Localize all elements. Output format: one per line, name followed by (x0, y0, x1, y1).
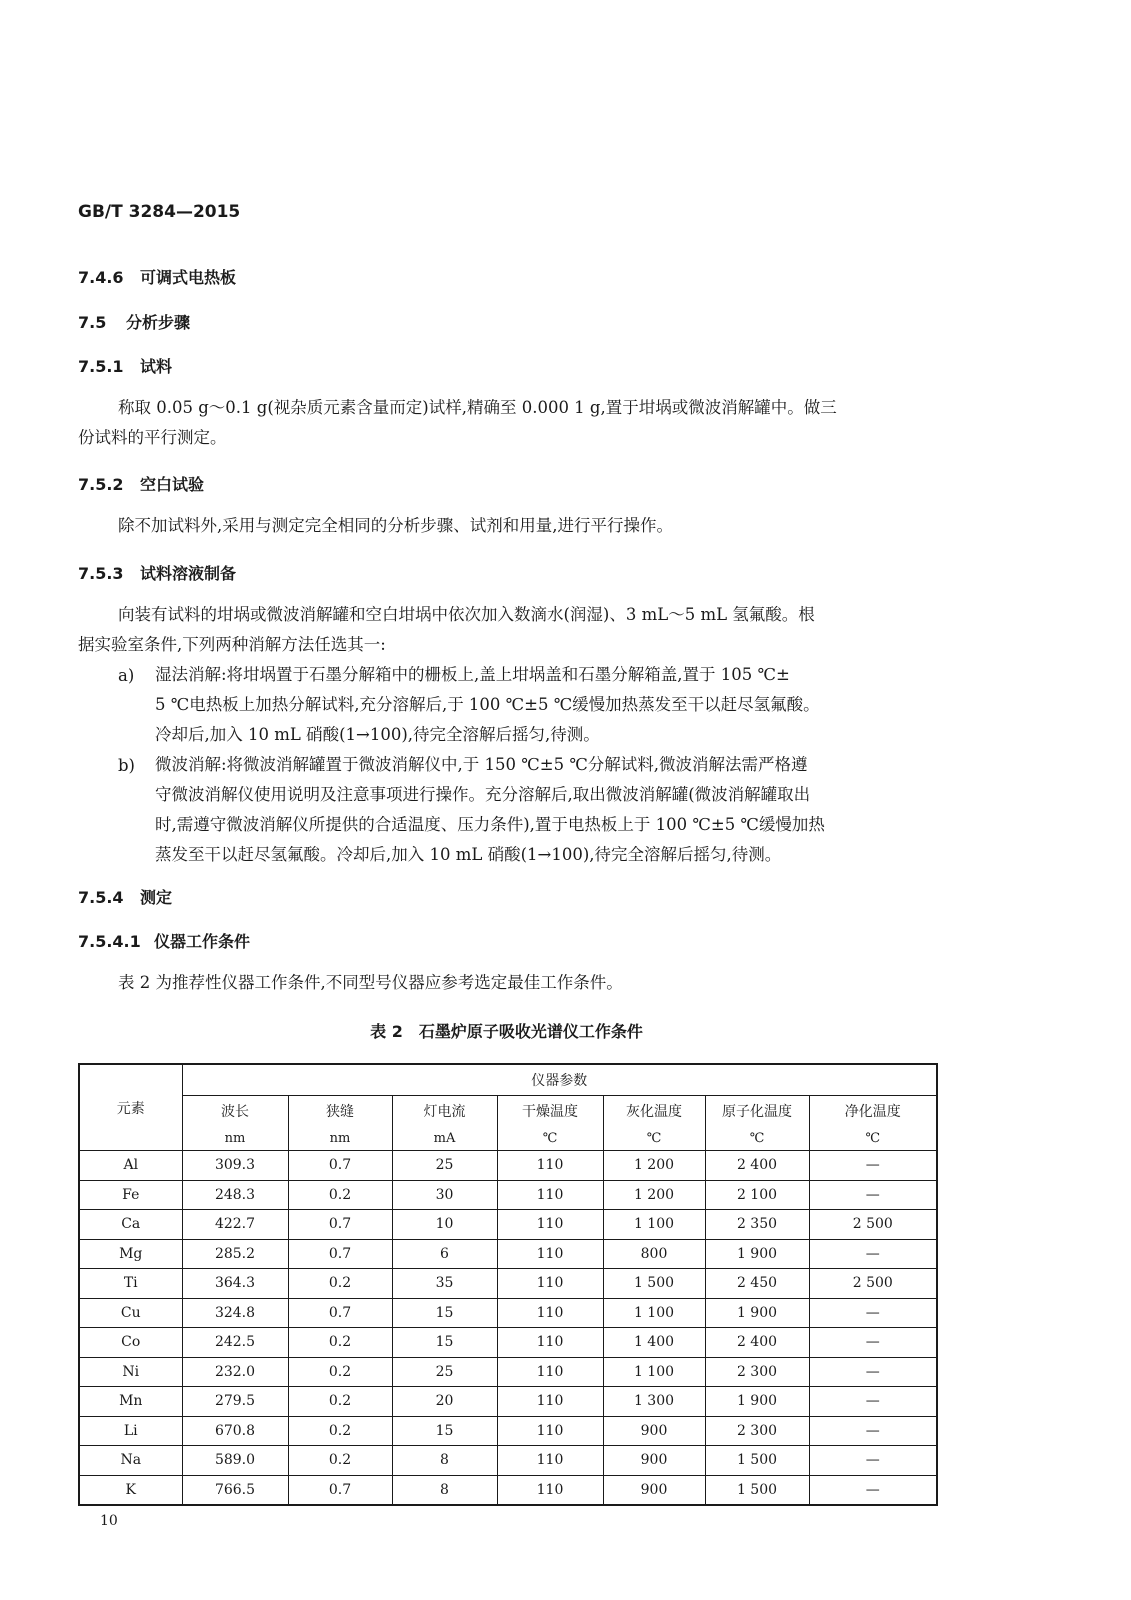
table-cell: 2 400 (705, 1151, 809, 1181)
column-header: 原子化温度 (705, 1096, 809, 1127)
table-cell: 110 (497, 1387, 603, 1417)
table-cell: 0.7 (288, 1151, 392, 1181)
section-7-4-6-heading (78, 265, 236, 288)
column-unit: mA (392, 1126, 497, 1151)
paragraph-7-5-3-line1: 向装有试料的坩埚或微波消解罐和空白坩埚中依次加入数滴水(润湿)、3 mL～5 mL 氢氟酸。根 (118, 605, 815, 624)
table-row (79, 1328, 937, 1358)
table-cell: 1 500 (705, 1475, 809, 1505)
table-cell: 279.5 (182, 1387, 288, 1417)
table-cell: 0.2 (288, 1446, 392, 1476)
table-cell: 248.3 (182, 1180, 288, 1210)
section-number: 7.5.4 (78, 888, 124, 907)
table-cell: — (809, 1180, 937, 1210)
table-cell: 2 300 (705, 1357, 809, 1387)
table-cell: 309.3 (182, 1151, 288, 1181)
table-cell: 1 500 (603, 1269, 705, 1299)
table-cell: 30 (392, 1180, 497, 1210)
section-7-5-1-heading (78, 354, 172, 377)
table-cell: 0.2 (288, 1357, 392, 1387)
table-cell: 800 (603, 1239, 705, 1269)
table-cell: 110 (497, 1210, 603, 1240)
table-cell: — (809, 1357, 937, 1387)
table-cell: 589.0 (182, 1446, 288, 1476)
table-cell: 25 (392, 1151, 497, 1181)
section-title: 仪器工作条件 (154, 932, 251, 951)
table-cell: 110 (497, 1239, 603, 1269)
element-cell: Cu (79, 1298, 182, 1328)
table-cell: 15 (392, 1298, 497, 1328)
table-row (79, 1269, 937, 1299)
table-cell: 1 400 (603, 1328, 705, 1358)
table-cell: 0.7 (288, 1475, 392, 1505)
column-unit: ℃ (497, 1126, 603, 1151)
table-cell: 110 (497, 1357, 603, 1387)
list-item-b-label: b) (118, 756, 135, 775)
table-cell: 110 (497, 1446, 603, 1476)
table-cell: 35 (392, 1269, 497, 1299)
section-7-5-2-heading (78, 472, 204, 495)
list-item-a-line2: 5 ℃电热板上加热分解试料,充分溶解后,于 100 ℃±5 ℃缓慢加热蒸发至干以赶尽氢氟酸。 (155, 695, 820, 714)
list-item-b-line3: 时,需遵守微波消解仪所提供的合适温度、压力条件),置于电热板上于 100 ℃±5 ℃缓慢加热 (155, 815, 825, 834)
table-cell: — (809, 1151, 937, 1181)
table-cell: 0.2 (288, 1180, 392, 1210)
table-cell: 1 900 (705, 1239, 809, 1269)
page-number: 10 (100, 1513, 118, 1529)
list-item-a-line1: 湿法消解:将坩埚置于石墨分解箱中的栅板上,盖上坩埚盖和石墨分解箱盖,置于 105 ℃± (155, 665, 790, 684)
table-cell: 25 (392, 1357, 497, 1387)
list-item-b-line1: 微波消解:将微波消解罐置于微波消解仪中,于 150 ℃±5 ℃分解试料,微波消解法需严格遵 (155, 755, 808, 774)
table-cell: 900 (603, 1446, 705, 1476)
table-cell: — (809, 1475, 937, 1505)
table-cell: 900 (603, 1416, 705, 1446)
element-cell: Ni (79, 1357, 182, 1387)
table-cell: 2 300 (705, 1416, 809, 1446)
table-cell: 2 500 (809, 1210, 937, 1240)
table-cell: 1 100 (603, 1357, 705, 1387)
table-cell: — (809, 1416, 937, 1446)
table-cell: 110 (497, 1269, 603, 1299)
table-cell: — (809, 1387, 937, 1417)
column-unit: ℃ (809, 1126, 937, 1151)
table-row (79, 1475, 937, 1505)
list-item-a-line3: 冷却后,加入 10 mL 硝酸(1→100),待完全溶解后摇匀,待测。 (155, 725, 600, 744)
table-cell: 1 900 (705, 1298, 809, 1328)
table-cell: 900 (603, 1475, 705, 1505)
column-unit: nm (182, 1126, 288, 1151)
table-cell: 2 350 (705, 1210, 809, 1240)
table-cell: 232.0 (182, 1357, 288, 1387)
paragraph-7-5-2: 除不加试料外,采用与测定完全相同的分析步骤、试剂和用量,进行平行操作。 (118, 516, 673, 535)
table-cell: 20 (392, 1387, 497, 1417)
table-cell: 110 (497, 1416, 603, 1446)
table-cell: 1 900 (705, 1387, 809, 1417)
group-header: 仪器参数 (182, 1064, 937, 1096)
table-cell: 0.2 (288, 1269, 392, 1299)
table-cell: — (809, 1239, 937, 1269)
column-header: 波长 (182, 1096, 288, 1127)
table-row (79, 1357, 937, 1387)
table-cell: 242.5 (182, 1328, 288, 1358)
section-title: 试料 (140, 357, 173, 376)
element-cell: Li (79, 1416, 182, 1446)
table-row (79, 1416, 937, 1446)
table-cell: 324.8 (182, 1298, 288, 1328)
table-cell: 1 100 (603, 1210, 705, 1240)
table-cell: 10 (392, 1210, 497, 1240)
table-cell: 1 100 (603, 1298, 705, 1328)
table-cell: 2 400 (705, 1328, 809, 1358)
table-cell: 422.7 (182, 1210, 288, 1240)
table-cell: 110 (497, 1298, 603, 1328)
section-title: 测定 (140, 888, 173, 907)
element-cell: Fe (79, 1180, 182, 1210)
list-item-b-line2: 守微波消解仪使用说明及注意事项进行操作。充分溶解后,取出微波消解罐(微波消解罐取出 (155, 785, 811, 804)
paragraph-7-5-1-line2: 份试料的平行测定。 (78, 428, 227, 447)
standard-code: GB/T 3284—2015 (78, 202, 241, 222)
list-item-a-label: a) (118, 666, 135, 685)
section-number: 7.5.2 (78, 475, 124, 494)
section-number: 7.5.3 (78, 564, 124, 583)
element-cell: Na (79, 1446, 182, 1476)
table-cell: 15 (392, 1416, 497, 1446)
table-cell: — (809, 1298, 937, 1328)
paragraph-7-5-4-1: 表 2 为推荐性仪器工作条件,不同型号仪器应参考选定最佳工作条件。 (118, 973, 623, 992)
table-cell: 766.5 (182, 1475, 288, 1505)
element-cell: Co (79, 1328, 182, 1358)
table-row (79, 1446, 937, 1476)
column-header: 灰化温度 (603, 1096, 705, 1127)
paragraph-7-5-1-line1: 称取 0.05 g～0.1 g(视杂质元素含量而定)试样,精确至 0.000 1 g,置于坩埚或微波消解罐中。做三 (118, 398, 837, 417)
table-cell: 0.7 (288, 1210, 392, 1240)
table-row (79, 1239, 937, 1269)
table-cell: 1 200 (603, 1151, 705, 1181)
column-unit: ℃ (603, 1126, 705, 1151)
table-row (79, 1210, 937, 1240)
table-row (79, 1387, 937, 1417)
table-cell: 8 (392, 1446, 497, 1476)
list-item-b-line4: 蒸发至干以赶尽氢氟酸。冷却后,加入 10 mL 硝酸(1→100),待完全溶解后摇匀,待测。 (155, 845, 782, 864)
table-cell: 1 200 (603, 1180, 705, 1210)
table-row (79, 1298, 937, 1328)
section-title: 可调式电热板 (140, 268, 237, 287)
column-header: 净化温度 (809, 1096, 937, 1127)
table-cell: 0.2 (288, 1416, 392, 1446)
element-cell: Mg (79, 1239, 182, 1269)
column-unit: nm (288, 1126, 392, 1151)
column-header: 灯电流 (392, 1096, 497, 1127)
section-number: 7.5 (78, 313, 107, 332)
section-number: 7.5.1 (78, 357, 124, 376)
section-7-5-4-heading (78, 885, 172, 908)
table-cell: 0.2 (288, 1387, 392, 1417)
table-cell: 2 500 (809, 1269, 937, 1299)
table-cell: 2 450 (705, 1269, 809, 1299)
element-cell: Mn (79, 1387, 182, 1417)
table-cell: 1 500 (705, 1446, 809, 1476)
section-number: 7.5.4.1 (78, 932, 141, 951)
table-cell: 6 (392, 1239, 497, 1269)
table-cell: 0.2 (288, 1328, 392, 1358)
element-cell: Ca (79, 1210, 182, 1240)
element-cell: Ti (79, 1269, 182, 1299)
section-title: 试料溶液制备 (140, 564, 237, 583)
table-row (79, 1151, 937, 1181)
table-cell: 15 (392, 1328, 497, 1358)
table-cell: 110 (497, 1328, 603, 1358)
table-cell: 285.2 (182, 1239, 288, 1269)
table-cell: 110 (497, 1151, 603, 1181)
table-cell: 364.3 (182, 1269, 288, 1299)
element-cell: Al (79, 1151, 182, 1181)
column-unit: ℃ (705, 1126, 809, 1151)
table-cell: 0.7 (288, 1239, 392, 1269)
table-title: 表 2 石墨炉原子吸收光谱仪工作条件 (370, 1022, 643, 1041)
table-cell: — (809, 1328, 937, 1358)
table-cell: 1 300 (603, 1387, 705, 1417)
table-row (79, 1180, 937, 1210)
element-cell: K (79, 1475, 182, 1505)
column-header: 狭缝 (288, 1096, 392, 1127)
paragraph-7-5-3-line2: 据实验室条件,下列两种消解方法任选其一: (78, 635, 386, 654)
element-header: 元素 (79, 1064, 182, 1151)
table-cell: 2 100 (705, 1180, 809, 1210)
table-cell: 110 (497, 1180, 603, 1210)
section-title: 分析步骤 (126, 313, 191, 332)
table-cell: — (809, 1446, 937, 1476)
table-cell: 110 (497, 1475, 603, 1505)
section-7-5-4-1-heading (78, 929, 250, 952)
table-cell: 0.7 (288, 1298, 392, 1328)
table-body (79, 1151, 937, 1506)
section-7-5-heading (78, 310, 190, 333)
table-cell: 670.8 (182, 1416, 288, 1446)
table-cell: 8 (392, 1475, 497, 1505)
instrument-conditions-table (78, 1063, 938, 1506)
section-number: 7.4.6 (78, 268, 124, 287)
section-title: 空白试验 (140, 475, 205, 494)
section-7-5-3-heading (78, 561, 236, 584)
column-header: 干燥温度 (497, 1096, 603, 1127)
